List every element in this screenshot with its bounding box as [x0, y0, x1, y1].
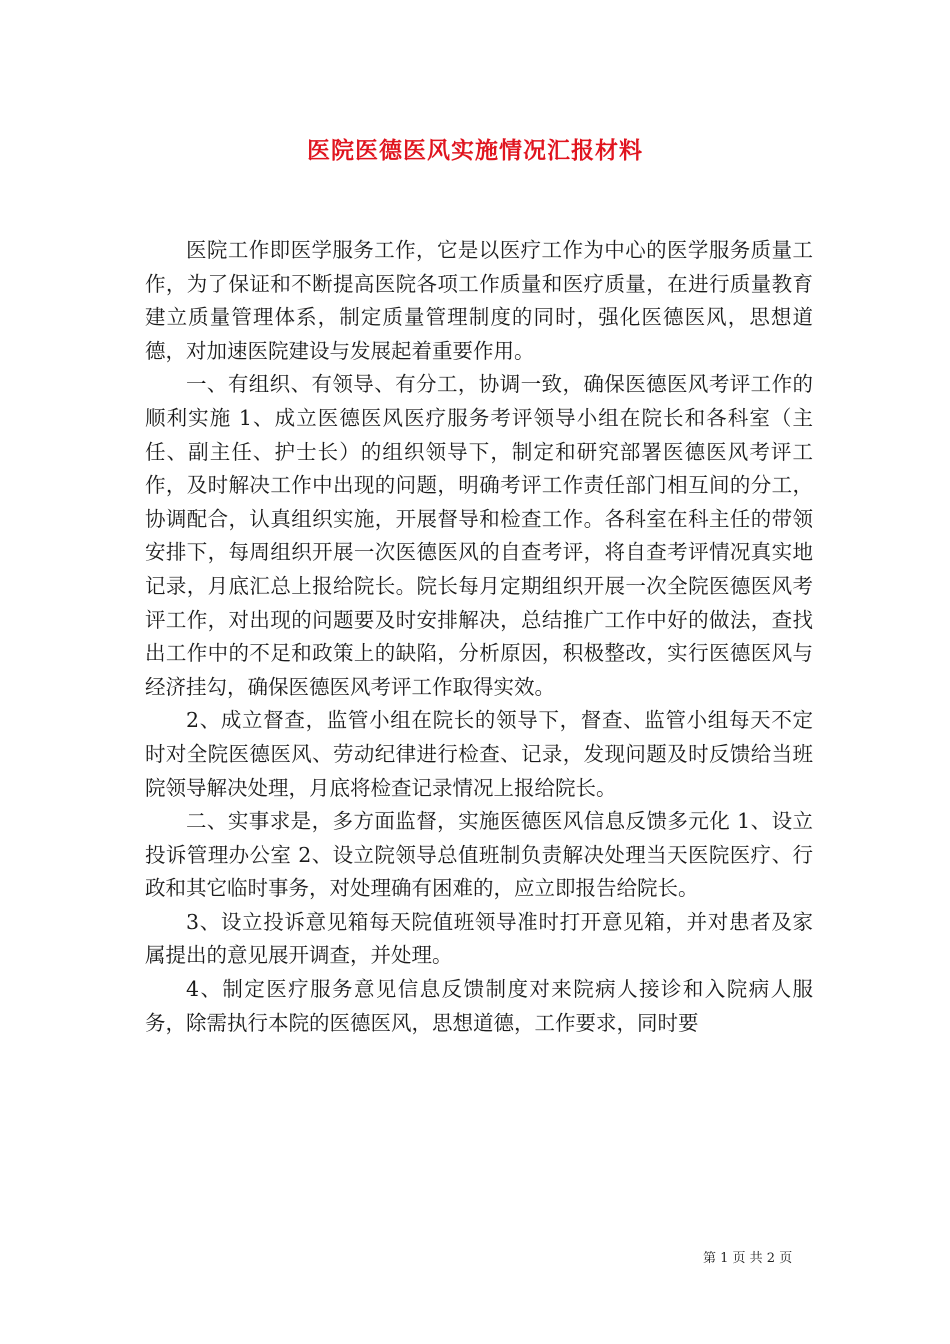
paragraph-section-2-4: 4、制定医疗服务意见信息反馈制度对来院病人接诊和入院病人服务，除需执行本院的医德医风，思想道德，工作要求，同时要: [145, 977, 813, 1035]
document-title: 医院医德医风实施情况汇报材料: [307, 137, 643, 164]
paragraph-section-1-2: 2、成立督查，监管小组在院长的领导下，督查、监管小组每天不定时对全院医德医风、劳动纪律进行检查、记录，发现问题及时反馈给当班院领导解决处理，月底将检查记录情况上报给院长。: [145, 708, 813, 800]
paragraph-intro: 医院工作即医学服务工作，它是以医疗工作为中心的医学服务质量工作，为了保证和不断提高医院各项工作质量和医疗质量，在进行质量教育建立质量管理体系，制定质量管理制度的同时，强化医德医风，思想道德，对加速医院建设与发展起着重要作用。: [145, 238, 813, 363]
paragraph-section-2: 二、实事求是，多方面监督，实施医德医风信息反馈多元化 1、设立投诉管理办公室 2、设立院领导总值班制负责解决处理当天医院医疗、行政和其它临时事务，对处理确有困难的，应立即报告给院长。: [145, 809, 813, 901]
paragraph-section-1: 一、有组织、有领导、有分工，协调一致，确保医德医风考评工作的顺利实施 1、成立医德医风医疗服务考评领导小组在院长和各科室（主任、副主任、护士长）的组织领导下，制定和研究部署医德医风考评工作，及时解决工作中出现的问题，明确考评工作责任部门相互间的分工，协调配合，认真组织实施，开展督导和检查工作。各科室在科主任的带领安排下，每周组织开展一次医德医风的自查考评，将自查考评情况真实地记录，月底汇总上报给院长。院长每月定期组织开展一次全院医德医风考评工作，对出现的问题要及时安排解决，总结推广工作中好的做法，查找出工作中的不足和政策上的缺陷，分析原因，积极整改，实行医德医风与经济挂勾，确保医德医风考评工作取得实效。: [145, 372, 813, 699]
paragraph-section-2-3: 3、设立投诉意见箱每天院值班领导准时打开意见箱，并对患者及家属提出的意见展开调查，并处理。: [145, 909, 813, 968]
page-number-footer: 第 1 页 共 2 页: [703, 1251, 793, 1266]
document-body: [145, 234, 813, 1040]
